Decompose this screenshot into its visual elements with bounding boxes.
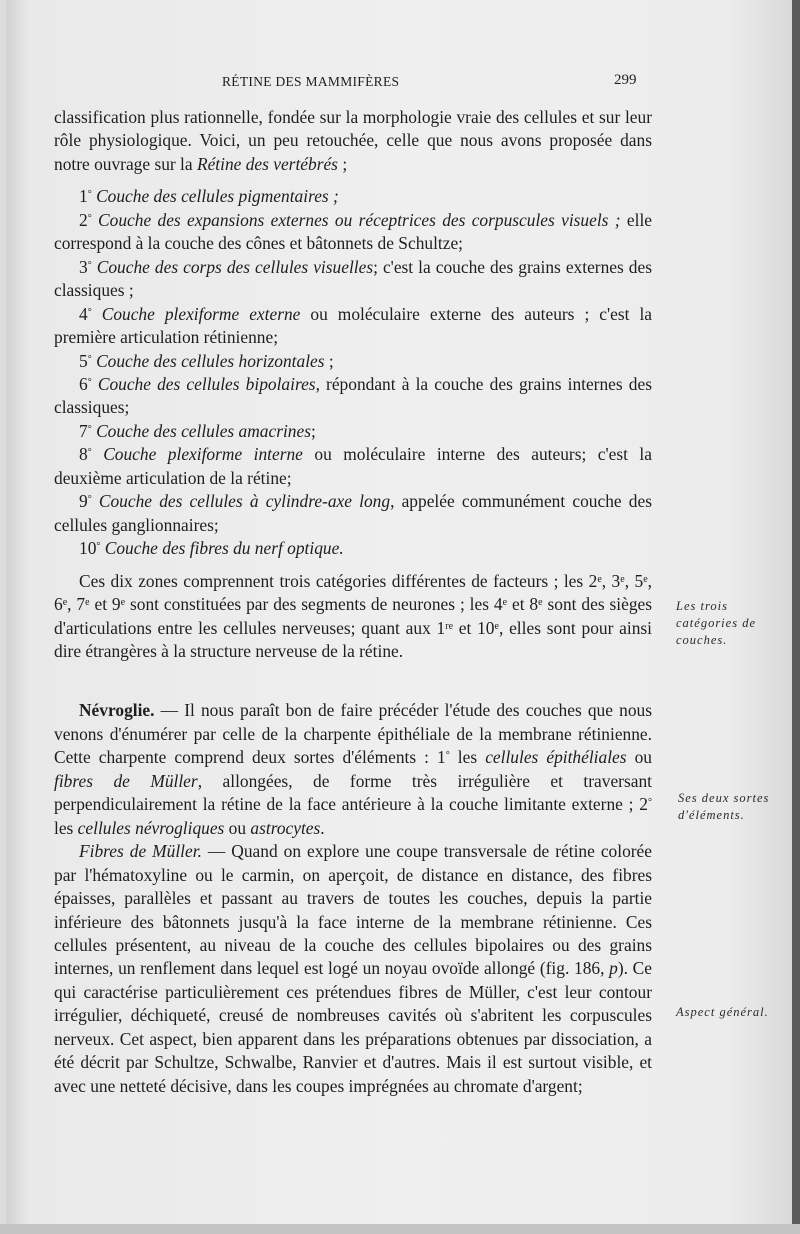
- intro-paragraph: classification plus rationnelle, fondée sur la morphologie vraie des cellules et sur leur rôle physiologique. Voici, un peu retouchée, celle que nous avons proposée dans notre ouvrage sur la Rétine des vertébrés ;: [54, 107, 653, 174]
- summary-paragraph: Ces dix zones comprennent trois catégories différentes de facteurs ; les 2e, 3e, 5e, 6e, 7e et 9e sont constituées par des segments de neurones ; les 4e et 8e sont des sièges d'articulations entre les cellules nerveuses; quant aux 1re et 10e, elles sont pour ainsi dire étrangères à la structure nerveuse de la rétine.: [54, 570, 653, 661]
- margin-note-elements: Ses deux sortes d'éléments.: [678, 791, 770, 822]
- layer-item: 8° Couche plexiforme interne ou moléculaire interne des auteurs; c'est la deuxième articulation de la rétine;: [54, 444, 652, 488]
- layer-item: 5° Couche des cellules horizontales ;: [79, 350, 334, 371]
- muller-paragraph: Fibres de Müller. — Quand on explore une coupe transversale de rétine colorée par l'hématoxyline ou le carmin, on aperçoit, de distance en distance, des fibres épaisses, parallèles et passant au travers de toutes les couches, depuis la partie inférieure des bâtonnets jusqu'à la face interne de la membrane rétinienne. Ces cellules présentent, au niveau de la couche des cellules bipolaires ou des grains internes, un renflement dans lequel est logé un noyau ovoïde allongé (fig. 186, p). Ce qui caractérise particulièrement ces prétendues fibres de Müller, c'est leur contour irrégulier, déchiqueté, creusé de nombreuses cavités où s'abritent les corpuscules nerveux. Cet aspect, bien apparent dans les préparations obtenues par dissociation, a été décrit par Schultze, Schwalbe, Ranvier et d'autres. Mais il est surtout visible, et avec une netteté décisive, dans les coupes imprégnées au chromate d'argent;: [54, 841, 653, 1096]
- scan-edge-right: [792, 0, 800, 1234]
- nevroglie-paragraph: Névroglie. — Il nous paraît bon de faire précéder l'étude des couches que nous venons d'énumérer par celle de la charpente épithéliale de la membrane rétinienne. Cette charpente comprend deux sortes d'éléments : 1° les cellules épithéliales ou fibres de Müller, allongées, de forme très irrégulière et traversant perpendiculairement la rétine de la face antérieure à la couche limitante externe ; 2° les cellules névrogliques ou astrocytes.: [54, 700, 652, 838]
- layer-item: 4° Couche plexiforme externe ou moléculaire externe des auteurs ; c'est la première articulation rétinienne;: [54, 303, 653, 348]
- layer-item: 7° Couche des cellules amacrines;: [79, 420, 316, 441]
- layer-item: 10° Couche des fibres du nerf optique.: [79, 538, 344, 559]
- layer-item: 6° Couche des cellules bipolaires, répondant à la couche des grains internes des classiques;: [54, 373, 652, 418]
- page-header: [0, 70, 800, 94]
- layer-item: 3° Couche des corps des cellules visuelles; c'est la couche des grains externes des classiques ;: [54, 256, 652, 301]
- layer-item: 9° Couche des cellules à cylindre-axe long, appelée communément couche des cellules ganglionnaires;: [54, 491, 652, 535]
- layer-item: 2° Couche des expansions externes ou réceptrices des corpuscules visuels ; elle correspond à la couche des cônes et bâtonnets de Schultze;: [54, 209, 652, 254]
- margin-note-categories: Les trois catégories de couches.: [676, 599, 756, 647]
- running-title: RÉTINE DES MAMMIFÈRES: [222, 74, 400, 89]
- section-heading-muller: Fibres de Müller.: [79, 841, 202, 862]
- layer-item: 1° Couche des cellules pigmentaires ;: [79, 186, 339, 207]
- margin-note-aspect: Aspect général.: [676, 1005, 769, 1019]
- page-number: 299: [614, 72, 637, 88]
- scan-edge-bottom: [0, 1224, 800, 1234]
- body-text: [54, 106, 652, 1098]
- section-heading-nevroglie: Névroglie.: [79, 700, 155, 721]
